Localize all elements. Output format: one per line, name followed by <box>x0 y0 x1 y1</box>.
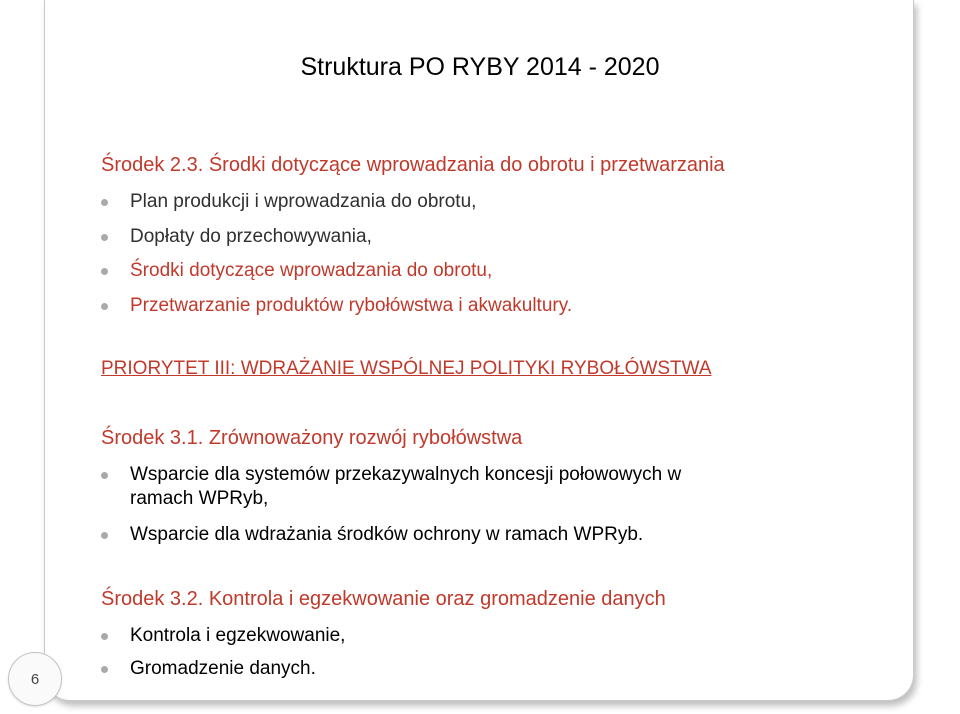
list-item-continuation: ramach WPRyb, <box>130 488 269 509</box>
section-heading-2-3: Środek 2.3. Środki dotyczące wprowadzania do obrotu i przetwarzania <box>101 154 725 176</box>
bullet-icon <box>101 199 108 206</box>
bullet-icon <box>101 532 108 539</box>
list-item-text: Kontrola i egzekwowanie, <box>130 625 346 646</box>
bullet-icon <box>101 666 108 673</box>
bullet-icon <box>101 303 108 310</box>
list-item-text: Przetwarzanie produktów rybołówstwa i akwakultury. <box>130 295 573 316</box>
bullet-icon <box>101 472 108 479</box>
list-item-text: Dopłaty do przechowywania, <box>130 226 372 247</box>
page-number-badge <box>8 652 62 706</box>
bullet-icon <box>101 633 108 640</box>
section-heading-3-1: Środek 3.1. Zrównoważony rozwój rybołówstwa <box>101 427 523 449</box>
list-item-text: Gromadzenie danych. <box>130 658 316 679</box>
section-heading-3-2: Środek 3.2. Kontrola i egzekwowanie oraz gromadzenie danych <box>101 588 666 610</box>
list-item-text: Plan produkcji i wprowadzania do obrotu, <box>130 191 477 212</box>
bullet-icon <box>101 234 108 241</box>
list-item-text: Wsparcie dla wdrażania środków ochrony w ramach WPRyb. <box>130 524 644 545</box>
slide-title: Struktura PO RYBY 2014 - 2020 <box>300 53 660 81</box>
list-item-text: Wsparcie dla systemów przekazywalnych koncesji połowowych w <box>130 464 682 485</box>
bullet-icon <box>101 268 108 275</box>
list-item-text: Środki dotyczące wprowadzania do obrotu, <box>130 260 493 281</box>
priority-heading: PRIORYTET III: WDRAŻANIE WSPÓLNEJ POLITYKI RYBOŁÓWSTWA <box>101 358 712 379</box>
page-number: 6 <box>30 670 40 688</box>
